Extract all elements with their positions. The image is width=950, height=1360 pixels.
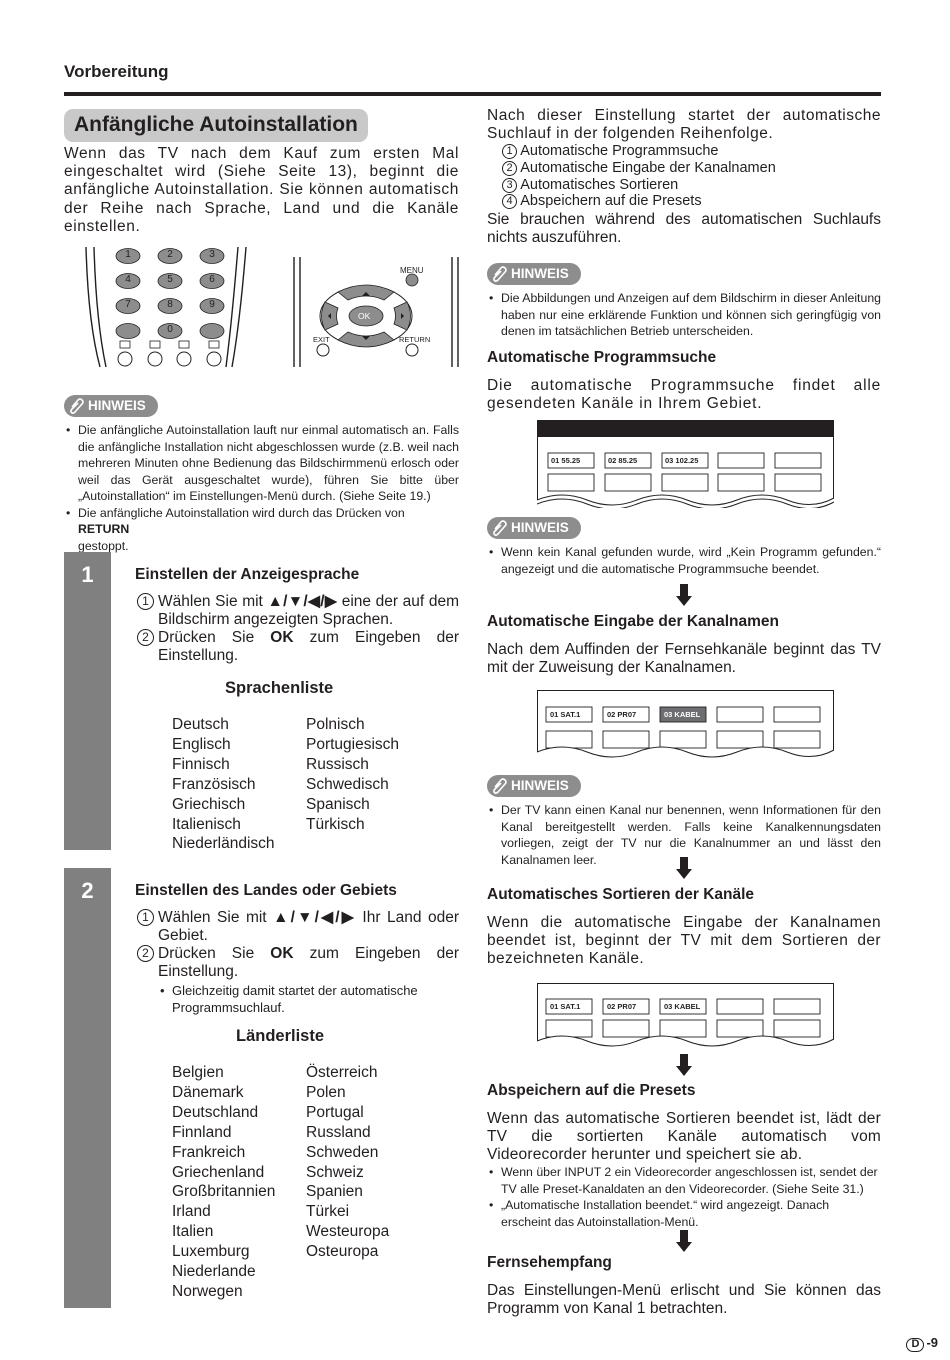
step-1-item-1: 1 Wählen Sie mit ▲/▼/◀/▶ eine der auf dem Bildschirm angezeigten Sprachen. <box>137 593 459 629</box>
country-list-title: Länderliste <box>236 1027 325 1045</box>
right-note-3: • Der TV kann einen Kanal nur benennen, wenn Informationen für den Kanal bereitgestellt werden. Falls keine Kanalkennungsdaten vorliegen, zeigt der TV nur die Kanalnummer an und lässt den Kanalnamen leer. <box>487 802 881 868</box>
keypad-label: 7 <box>125 299 131 310</box>
country-item: Griechenland <box>172 1163 265 1181</box>
down-arrow-icon <box>676 1230 692 1252</box>
step-2-bar <box>64 868 111 1308</box>
language-item: Russisch <box>306 755 369 773</box>
paperclip-icon <box>492 519 509 537</box>
language-item: Französisch <box>172 775 256 793</box>
programmsuche-heading: Automatische Programmsuche <box>487 349 717 366</box>
language-item: Finnisch <box>172 755 230 773</box>
search-sequence <box>502 143 776 210</box>
hinweis-badge: HINWEIS <box>487 775 581 797</box>
remote-illustration <box>80 242 465 372</box>
sequence-item: 3 Automatisches Sortieren <box>502 177 776 194</box>
kanalnamen-heading: Automatische Eingabe der Kanalnamen <box>487 613 779 630</box>
keypad-button <box>200 324 224 339</box>
language-item: Griechisch <box>172 795 246 813</box>
country-item: Russland <box>306 1123 371 1141</box>
fernsehempfang-text: Das Einstellungen-Menü erlischt und Sie können das Programm von Kanal 1 betrachten. <box>487 1282 881 1318</box>
country-list-col1 <box>172 1063 275 1302</box>
keypad-label: 6 <box>209 274 215 285</box>
country-item: Belgien <box>172 1064 224 1081</box>
language-list-col1 <box>172 715 275 854</box>
step-1-item-2: 2 Drücken Sie OK zum Eingeben der Einstellung. <box>137 629 459 665</box>
country-item: Osteuropa <box>306 1243 379 1261</box>
presets-heading: Abspeichern auf die Presets <box>487 1082 696 1099</box>
language-list-title: Sprachenliste <box>225 679 334 697</box>
country-item: Luxemburg <box>172 1243 250 1261</box>
fernsehempfang-heading: Fernsehempfang <box>487 1254 612 1271</box>
channel-cell: 03 KABEL <box>664 1002 701 1011</box>
country-item: Schweden <box>306 1143 379 1161</box>
language-item: Türkisch <box>306 815 365 833</box>
right-intro-2: Sie brauchen während des automatischen Suchlaufs nichts auszuführen. <box>487 211 881 247</box>
exit-button-label: EXIT <box>313 335 330 344</box>
step-2-item-2: 2 Drücken Sie OK zum Eingeben der Einstellung. <box>137 945 459 981</box>
right-note-2: • Wenn kein Kanal gefunden wurde, wird „Kein Programm gefunden.“ angezeigt und die automatische Programmsuche beendet. <box>487 544 881 577</box>
sortieren-heading: Automatisches Sortieren der Kanäle <box>487 886 755 903</box>
programmsuche-text: Die automatische Programmsuche findet alle gesendeten Kanäle in Ihrem Gebiet. <box>487 377 881 413</box>
ok-button-label: OK <box>358 311 371 321</box>
down-arrow-icon <box>676 857 692 879</box>
sorting-screen-illustration <box>537 983 834 1047</box>
country-item: Deutschland <box>172 1103 259 1121</box>
keypad-label: 4 <box>125 274 131 285</box>
kanalnamen-text: Nach dem Auffinden der Fernsehkanäle beginnt das TV mit der Zuweisung der Kanalnamen. <box>487 641 881 677</box>
channel-cell: 02 PR07 <box>607 1002 637 1011</box>
language-item: Deutsch <box>172 716 229 733</box>
keypad-label: 1 <box>125 249 131 260</box>
step-1-title: Einstellen der Anzeigesprache <box>135 566 360 583</box>
left-notes <box>64 422 459 554</box>
country-item: Dänemark <box>172 1083 244 1101</box>
country-item: Niederlande <box>172 1263 256 1281</box>
sequence-item: 1 Automatische Programmsuche <box>502 143 776 160</box>
page-title: Anfängliche Autoinstallation <box>64 109 368 142</box>
step-2-sub-note: • Gleichzeitig damit startet der automatische Programmsuchlauf. <box>158 982 460 1016</box>
right-note-1: • Die Abbildungen und Anzeigen auf dem Bildschirm in dieser Anleitung haben nur eine erklärende Funktion und können sich geringfügig von denen im tatsächlichen Betrieb unterscheiden. <box>487 290 881 340</box>
language-item: Italienisch <box>172 815 241 833</box>
language-list-col2 <box>306 715 399 834</box>
sequence-item: 4 Abspeichern auf die Presets <box>502 193 776 210</box>
country-item: Österreich <box>306 1064 378 1081</box>
country-item: Schweiz <box>306 1163 364 1181</box>
step-2-title: Einstellen des Landes oder Gebiets <box>135 882 397 899</box>
channel-cell-selected: 03 KABEL <box>664 710 701 719</box>
step-number: 1 <box>81 562 94 587</box>
note-item: • Die anfängliche Autoinstallation lauft nur einmal automatisch an. Falls die anfängliche Installation nicht abgeschlossen wurde (z.B. weil nach mehreren Minuten ohne Bedienung das Bildschirmmenü erlosch oder weil das Gerät ausgeschaltet wurde), führen Sie bitte über „Autoinstallation“ im Einstellungen-Menü durch. (Siehe Seite 19.) <box>64 422 459 505</box>
language-item: Niederländisch <box>172 835 275 853</box>
keypad-label: 9 <box>209 299 215 310</box>
page-number: D -9 <box>906 1335 938 1352</box>
presets-notes: • Wenn über INPUT 2 ein Videorecorder angeschlossen ist, sendet der TV alle Preset-Kanaldaten an den Videorecorder. (Siehe Seite 31.) • „Automatische Installation beendet.“ wird angezeigt. Danach erscheint das Autoinstallation-Menü. <box>487 1164 881 1230</box>
channel-cell: 01 SAT.1 <box>550 710 581 719</box>
paperclip-icon <box>69 397 86 415</box>
presets-text: Wenn das automatische Sortieren beendet ist, lädt der TV die sortierten Kanäle automatisch vom Videorecorder herunter und speichert sie ab. <box>487 1110 881 1164</box>
hinweis-badge: HINWEIS <box>487 517 581 539</box>
country-item: Polen <box>306 1083 346 1101</box>
country-list-col2 <box>306 1063 389 1262</box>
return-button-label: RETURN <box>399 335 431 344</box>
step-1-bar <box>64 552 111 850</box>
language-item: Portugiesisch <box>306 735 400 753</box>
language-item: Englisch <box>172 735 231 753</box>
paperclip-icon <box>492 777 509 795</box>
menu-button-label: MENU <box>400 266 424 275</box>
channel-cell: 03 102.25 <box>665 456 699 465</box>
naming-screen-illustration <box>537 690 834 758</box>
country-item: Italien <box>172 1223 214 1241</box>
channel-cell: 01 55.25 <box>551 456 581 465</box>
step-2-item-1: 1 Wählen Sie mit ▲/▼/◀/▶ Ihr Land oder Gebiet. <box>137 909 459 945</box>
hinweis-badge: HINWEIS <box>487 263 581 285</box>
paperclip-icon <box>492 265 509 283</box>
channel-cell: 02 85.25 <box>608 456 638 465</box>
country-item: Türkei <box>306 1203 350 1221</box>
right-intro: Nach dieser Einstellung startet der automatische Suchlauf in der folgenden Reihenfolge. <box>487 107 881 143</box>
sequence-item: 2 Automatische Eingabe der Kanalnamen <box>502 160 776 177</box>
intro-paragraph: Wenn das TV nach dem Kauf zum ersten Mal eingeschaltet wird (Siehe Seite 13), beginnt die anfängliche Autoinstallation. Sie können automatisch der Reihe nach Sprache, Land und die Kanäle einstellen. <box>64 145 459 235</box>
country-item: Frankreich <box>172 1143 246 1161</box>
language-item: Polnisch <box>306 716 365 733</box>
keypad-label: 2 <box>167 249 173 260</box>
language-item: Spanisch <box>306 795 370 813</box>
keypad-button <box>116 324 140 339</box>
sortieren-text: Wenn die automatische Eingabe der Kanalnamen beendet ist, beginnt der TV mit dem Sortieren der bezeichneten Kanäle. <box>487 914 881 968</box>
country-item: Irland <box>172 1203 211 1221</box>
channel-cell: 01 SAT.1 <box>550 1002 581 1011</box>
keypad-label: 8 <box>167 299 173 310</box>
channel-cell: 02 PR07 <box>607 710 637 719</box>
country-item: Norwegen <box>172 1282 243 1300</box>
country-item: Westeuropa <box>306 1223 390 1241</box>
keypad-label: 0 <box>167 324 173 335</box>
down-arrow-icon <box>676 1054 692 1076</box>
search-screen-illustration <box>537 420 834 508</box>
country-item: Spanien <box>306 1183 363 1201</box>
keypad-label: 3 <box>209 249 215 260</box>
keypad-label: 5 <box>167 274 173 285</box>
language-item: Schwedisch <box>306 775 389 793</box>
hinweis-label: HINWEIS <box>88 398 146 413</box>
step-number: 2 <box>81 878 94 903</box>
down-arrow-icon <box>676 584 692 606</box>
hinweis-badge <box>64 395 158 417</box>
country-item: Portugal <box>306 1103 364 1121</box>
country-item: Finnland <box>172 1123 232 1141</box>
section-heading: Vorbereitung <box>64 62 169 81</box>
country-item: Großbritannien <box>172 1183 276 1201</box>
header-rule <box>64 92 881 96</box>
note-item: • Die anfängliche Autoinstallation wird durch das Drücken von RETURN gestoppt. <box>64 505 459 555</box>
